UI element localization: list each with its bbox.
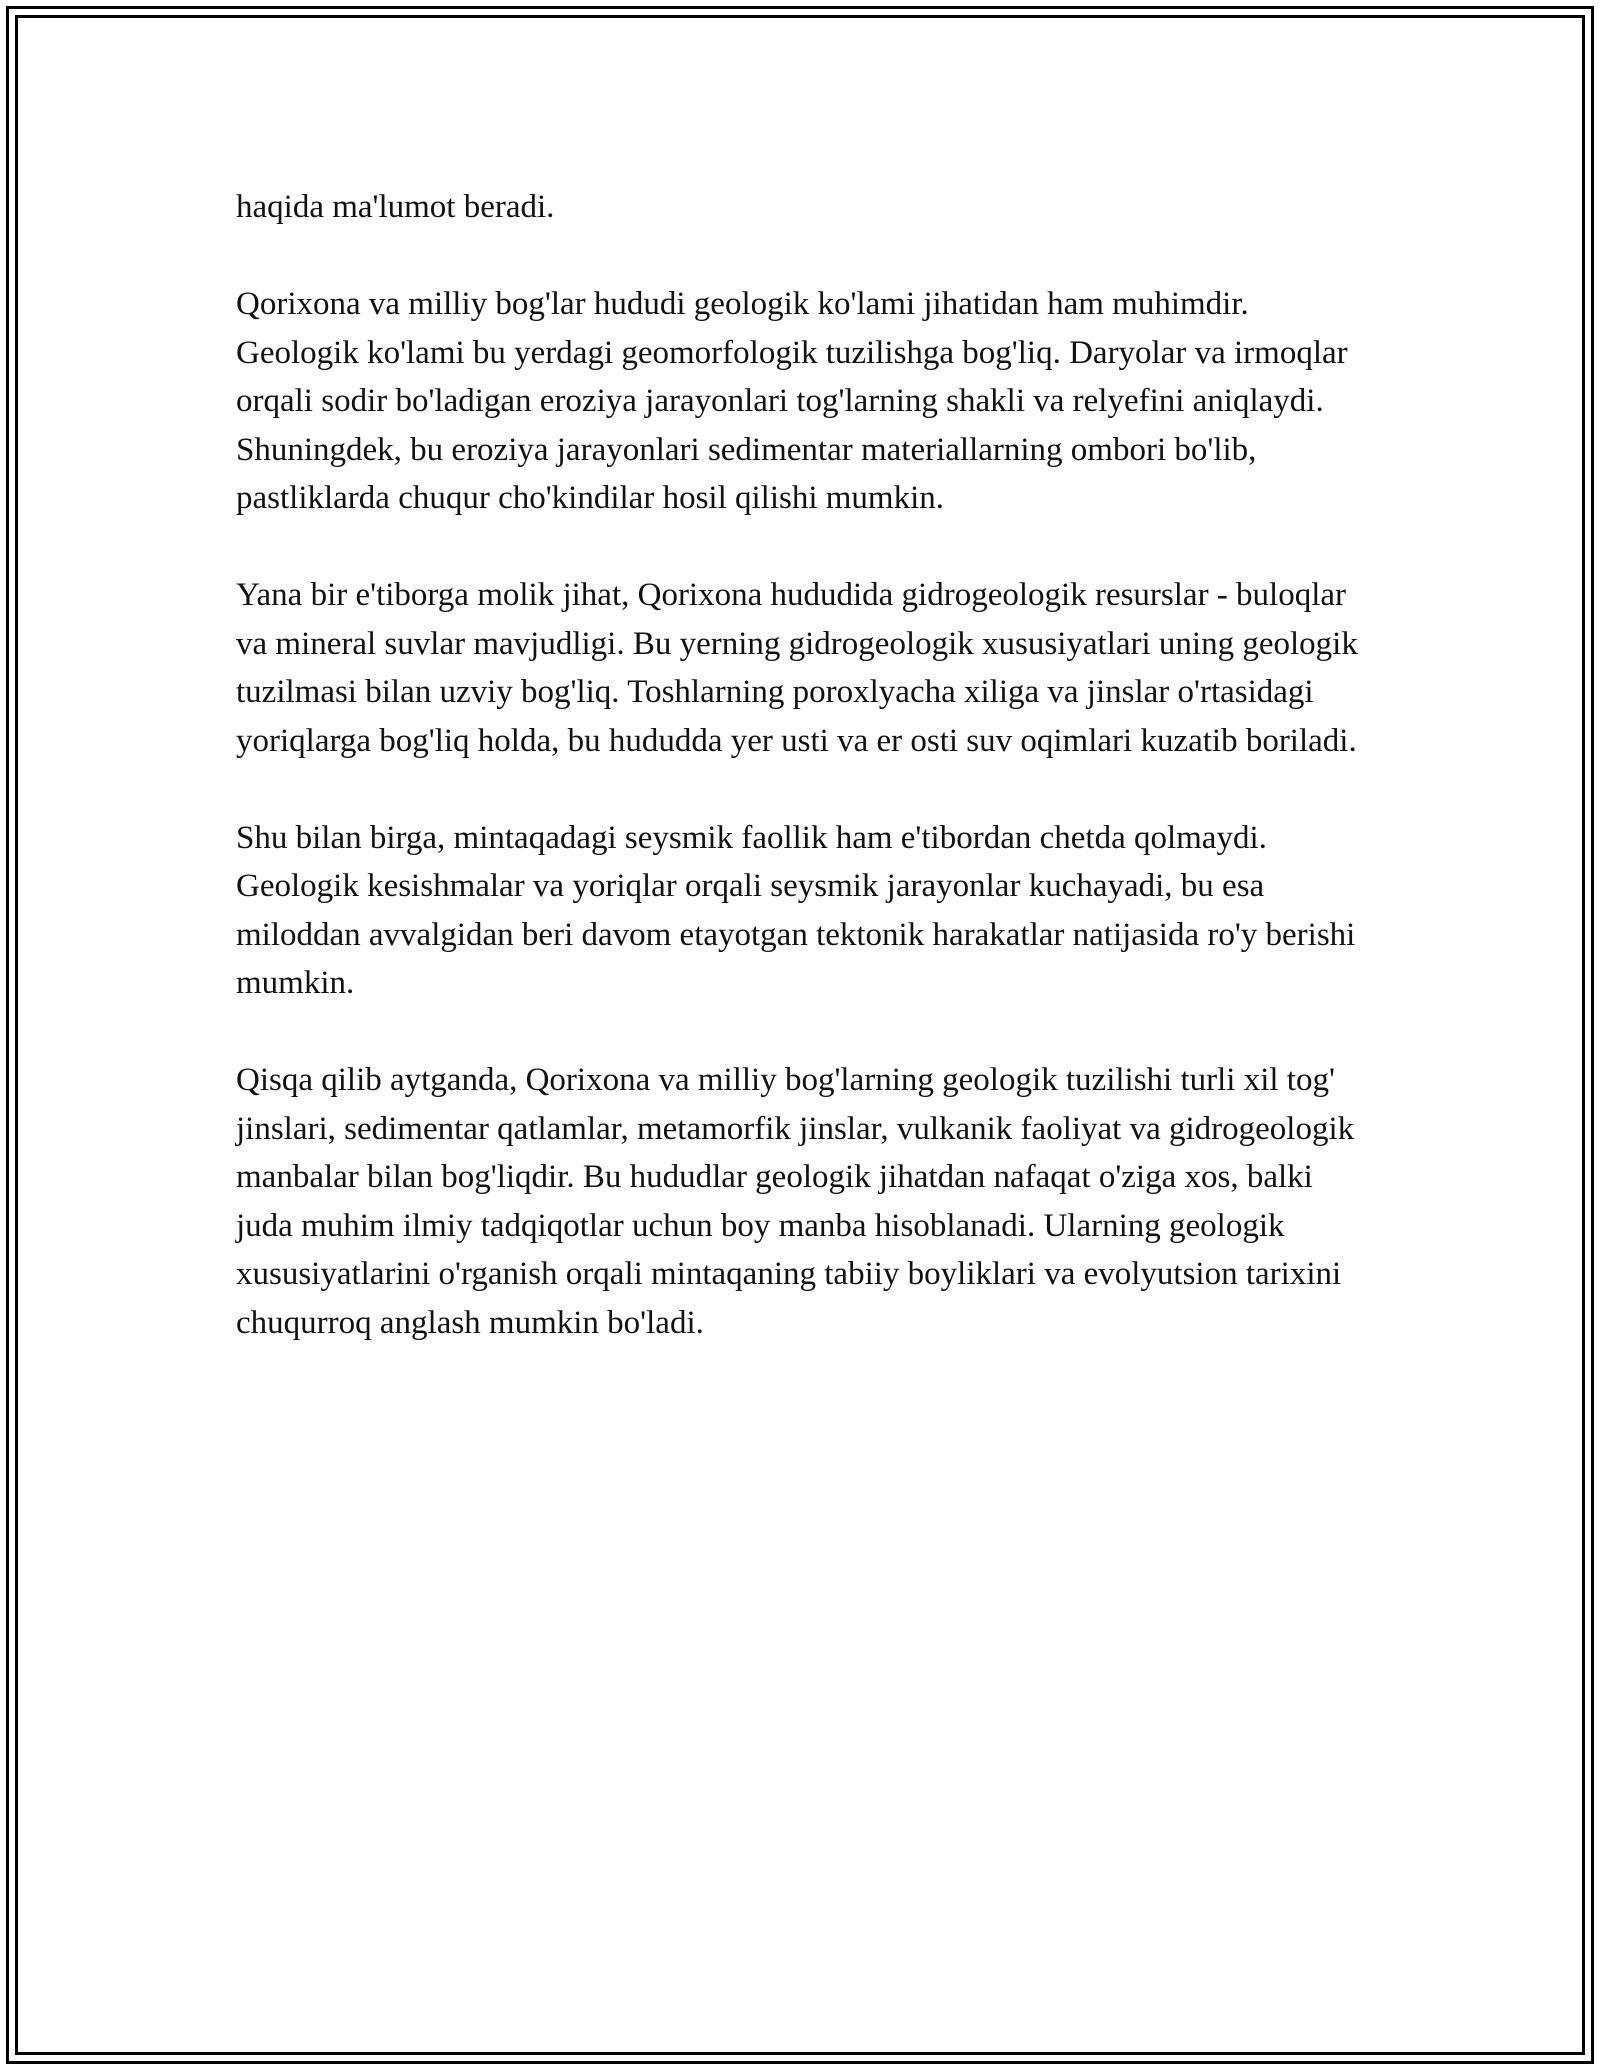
paragraph: Yana bir e'tiborga molik jihat, Qorixona hududida gidrogeologik resurslar - buloqlar va mineral suvlar mavjudligi. Bu yerning gidrogeologik xususiyatlari uning geologik tuzilmasi bilan uzviy bog'liq. Toshlarning poroxlyacha xiliga va jinslar o'rtasidagi yoriqlarga bog'liq holda, bu hududda yer usti va er osti suv oqimlari kuzatib boriladi. xyxy=(236,577,1358,759)
paragraph: Qorixona va milliy bog'lar hududi geologik ko'lami jihatidan ham muhimdir. Geologik ko'lami bu yerdagi geomorfologik tuzilishga bog'liq. Daryolar va irmoqlar orqali sodir bo'ladigan eroziya jarayonlari tog'larning shakli va relyefini aniqlaydi. Shuningdek, bu eroziya jarayonlari sedimentar materiallarning ombori bo'lib, pastliklarda chuqur cho'kindilar hosil qilishi mumkin. xyxy=(236,286,1348,516)
document-body xyxy=(236,183,1376,1347)
paragraph: Qisqa qilib aytganda, Qorixona va milliy bog'larning geologik tuzilishi turli xil tog' jinslari, sedimentar qatlamlar, metamorfik jinslar, vulkanik faoliyat va gidrogeologik manbalar bilan bog'liqdir. Bu hududlar geologik jihatdan nafaqat o'ziga xos, balki juda muhim ilmiy tadqiqotlar uchun boy manba hisoblanadi. Ularning geologik xususiyatlarini o'rganish orqali mintaqaning tabiiy boyliklari va evolyutsion tarixini chuqurroq anglash mumkin bo'ladi. xyxy=(236,1062,1355,1341)
paragraph: Shu bilan birga, mintaqadagi seysmik faollik ham e'tibordan chetda qolmaydi. Geologik kesishmalar va yoriqlar orqali seysmik jarayonlar kuchayadi, bu esa miloddan avvalgidan beri davom etayotgan tektonik harakatlar natijasida ro'y berishi mumkin. xyxy=(236,819,1356,1001)
paragraph: haqida ma'lumot beradi. xyxy=(236,189,555,225)
